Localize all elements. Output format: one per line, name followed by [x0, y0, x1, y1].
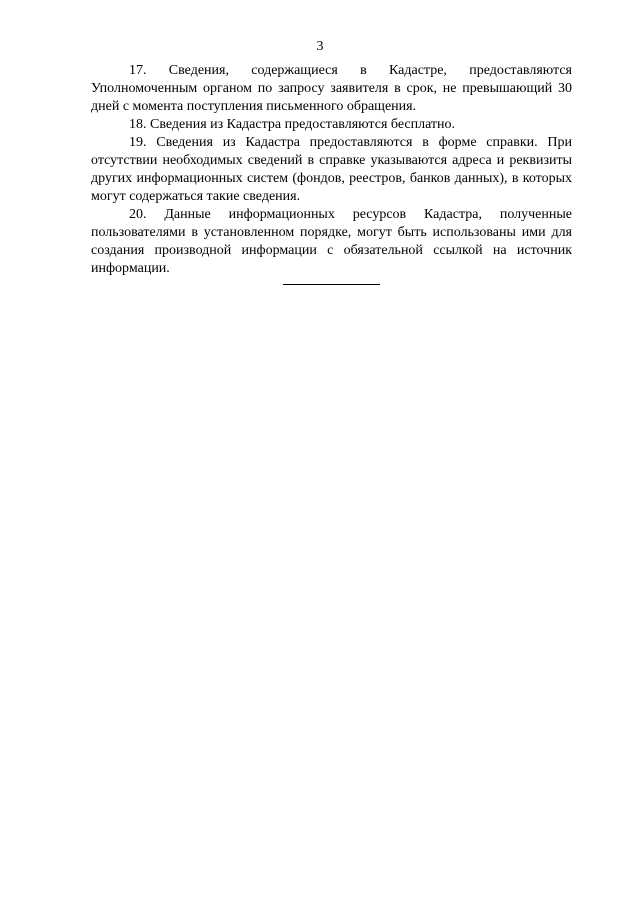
paragraph-20: 20. Данные информационных ресурсов Кадастра, полученные пользователями в установленном порядке, могут быть использованы ими для создания производной информации с обязательной ссылкой на источник информации.	[91, 207, 572, 276]
paragraph-19: 19. Сведения из Кадастра предоставляются в форме справки. При отсутствии необходимых сведений в справке указываются адреса и реквизиты других информационных систем (фондов, реестров, банков данных), в которых могут содержаться такие сведения.	[91, 135, 572, 204]
paragraph-17: 17. Сведения, содержащиеся в Кадастре, предоставляются Уполномоченным органом по запросу заявителя в срок, не превышающий 30 дней с момента поступления письменного обращения.	[91, 63, 572, 114]
paragraph-18: 18. Сведения из Кадастра предоставляются бесплатно.	[129, 117, 456, 132]
page-number: 3	[316, 39, 324, 54]
end-separator-line	[283, 284, 380, 285]
document-body	[91, 62, 572, 278]
